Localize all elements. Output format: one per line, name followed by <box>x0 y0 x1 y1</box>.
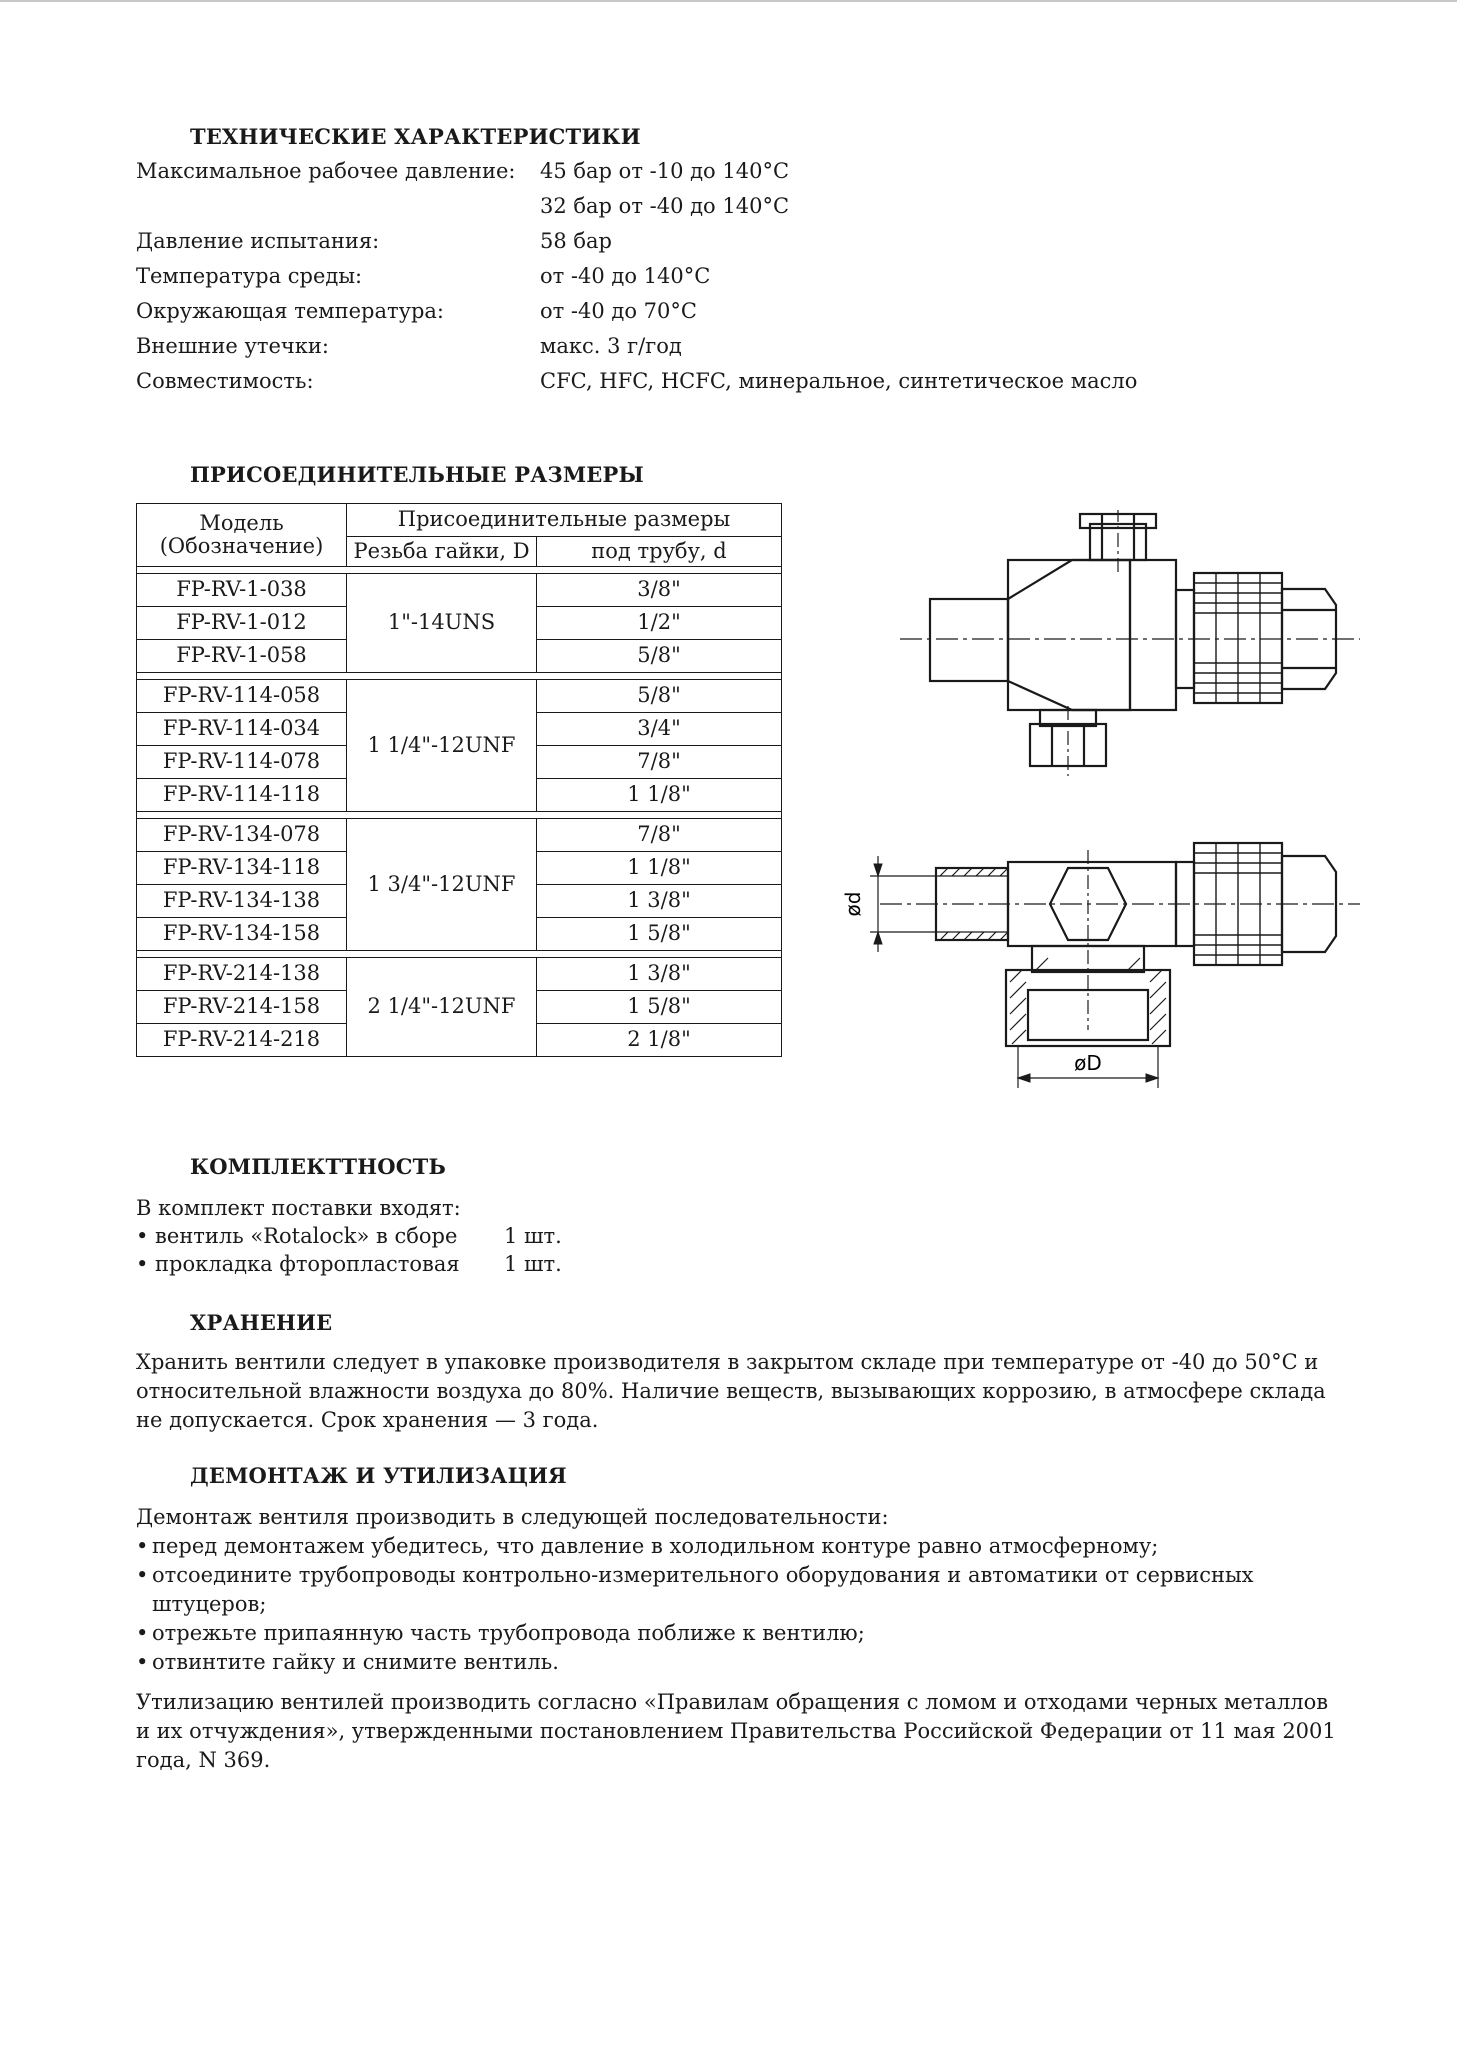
disposal-step: • перед демонтажем убедитесь, что давление в холодильном контуре равно атмосферному; <box>136 1532 1346 1561</box>
table-separator <box>137 673 782 680</box>
spec-label: Давление испытания: <box>136 229 380 253</box>
thread-cell: 1 3/4"-12UNF <box>347 819 537 951</box>
thread-cell: 1"-14UNS <box>347 574 537 673</box>
table-row <box>137 680 782 713</box>
kit-item <box>136 1252 736 1281</box>
kit-item <box>136 1224 736 1253</box>
valve-drawing <box>840 510 1380 1100</box>
spec-row <box>136 299 1236 334</box>
disposal-heading: ДЕМОНТАЖ И УТИЛИЗАЦИЯ <box>190 1463 567 1488</box>
spec-value: 45 бар от -10 до 140°С <box>540 159 790 183</box>
pipe-cell: 1 3/8" <box>537 958 782 991</box>
spec-value: макс. 3 г/год <box>540 334 682 358</box>
model-cell: FP-RV-134-158 <box>137 918 347 951</box>
pipe-cell: 5/8" <box>537 680 782 713</box>
model-cell: FP-RV-1-012 <box>137 607 347 640</box>
thread-cell: 1 1/4"-12UNF <box>347 680 537 812</box>
model-cell: FP-RV-1-038 <box>137 574 347 607</box>
pipe-cell: 7/8" <box>537 819 782 852</box>
table-row <box>137 958 782 991</box>
pipe-cell: 1 1/8" <box>537 779 782 812</box>
valve-top-view <box>900 510 1360 776</box>
kit-item-name: • вентиль «Rotalock» в сборе <box>136 1224 458 1248</box>
disposal-intro: Демонтаж вентиля производить в следующей последовательности: <box>136 1505 889 1529</box>
pipe-cell: 1 3/8" <box>537 885 782 918</box>
table-header-model: Модель (Обозначение) <box>137 504 347 567</box>
model-cell: FP-RV-214-218 <box>137 1024 347 1057</box>
table-header-group: Присоединительные размеры <box>347 504 782 537</box>
table-header-thread: Резьба гайки, D <box>347 537 537 567</box>
pipe-cell: 7/8" <box>537 746 782 779</box>
spec-value: 32 бар от -40 до 140°С <box>540 194 790 218</box>
pipe-cell: 1 1/8" <box>537 852 782 885</box>
table-separator <box>137 567 782 574</box>
thread-cell: 2 1/4"-12UNF <box>347 958 537 1057</box>
dimensions-heading: ПРИСОЕДИНИТЕЛЬНЫЕ РАЗМЕРЫ <box>190 462 644 487</box>
kit-item-name: • прокладка фторопластовая <box>136 1252 460 1276</box>
spec-row <box>136 334 1236 369</box>
pipe-cell: 1 5/8" <box>537 991 782 1024</box>
spec-row <box>136 369 1236 404</box>
pipe-cell: 3/8" <box>537 574 782 607</box>
disposal-text: Утилизацию вентилей производить согласно «Правилам обращения с ломом и отходами черных металлов и их отчуждения», утвержденными постановлением Правительства Российской Федерации от 11 мая 2001 года, N 369. <box>136 1690 1336 1772</box>
model-cell: FP-RV-214-138 <box>137 958 347 991</box>
dimension-label-small-d: ød <box>841 891 865 917</box>
page-top-border <box>0 0 1457 2</box>
model-cell: FP-RV-134-118 <box>137 852 347 885</box>
spec-label: Совместимость: <box>136 369 314 393</box>
table-separator <box>137 812 782 819</box>
spec-row <box>136 194 1236 229</box>
disposal-step: • отсоедините трубопроводы контрольно-измерительного оборудования и автоматики от сервисных штуцеров; <box>136 1561 1346 1619</box>
storage-text: Хранить вентили следует в упаковке производителя в закрытом складе при температуре от -40 до 50°С и относительной влажности воздуха до 80%. Наличие веществ, вызывающих коррозию, в атмосфере склада не допускается. Срок хранения — 3 года. <box>136 1350 1326 1432</box>
model-cell: FP-RV-114-058 <box>137 680 347 713</box>
table-header-pipe: под трубу, d <box>537 537 782 567</box>
model-cell: FP-RV-134-138 <box>137 885 347 918</box>
pipe-cell: 2 1/8" <box>537 1024 782 1057</box>
pipe-cell: 5/8" <box>537 640 782 673</box>
spec-row <box>136 229 1236 264</box>
spec-value: 58 бар <box>540 229 613 253</box>
pipe-cell: 1/2" <box>537 607 782 640</box>
disposal-step: • отрежьте припаянную часть трубопровода поближе к вентилю; <box>136 1619 1346 1648</box>
spec-value: от -40 до 140°С <box>540 264 711 288</box>
spec-label: Температура среды: <box>136 264 363 288</box>
pipe-cell: 1 5/8" <box>537 918 782 951</box>
spec-value: от -40 до 70°С <box>540 299 697 323</box>
spec-label: Максимальное рабочее давление: <box>136 159 516 183</box>
model-cell: FP-RV-114-078 <box>137 746 347 779</box>
spec-row <box>136 264 1236 299</box>
table-row <box>137 819 782 852</box>
kit-item-qty: 1 шт. <box>504 1224 562 1248</box>
spec-value: CFC, HFC, HCFC, минеральное, синтетическое масло <box>540 369 1138 393</box>
model-cell: FP-RV-114-118 <box>137 779 347 812</box>
spec-label: Внешние утечки: <box>136 334 329 358</box>
model-cell: FP-RV-1-058 <box>137 640 347 673</box>
model-cell: FP-RV-134-078 <box>137 819 347 852</box>
pipe-cell: 3/4" <box>537 713 782 746</box>
disposal-steps <box>136 1503 1346 1677</box>
dimension-label-big-d: øD <box>1074 1051 1102 1075</box>
table-separator <box>137 951 782 958</box>
disposal-step-list <box>136 1532 1346 1677</box>
specs-heading: ТЕХНИЧЕСКИЕ ХАРАКТЕРИСТИКИ <box>190 124 641 149</box>
disposal-step: • отвинтите гайку и снимите вентиль. <box>136 1648 1346 1677</box>
kit-heading: КОМПЛЕКТТНОСТЬ <box>190 1154 447 1179</box>
kit-item-qty: 1 шт. <box>504 1252 562 1276</box>
spec-row <box>136 159 1236 194</box>
dimensions-table <box>136 503 782 1057</box>
valve-side-view <box>870 843 1360 1088</box>
table-row <box>137 574 782 607</box>
model-cell: FP-RV-214-158 <box>137 991 347 1024</box>
kit-intro: В комплект поставки входят: <box>136 1196 461 1220</box>
storage-heading: ХРАНЕНИЕ <box>190 1310 333 1335</box>
spec-label: Окружающая температура: <box>136 299 445 323</box>
model-cell: FP-RV-114-034 <box>137 713 347 746</box>
